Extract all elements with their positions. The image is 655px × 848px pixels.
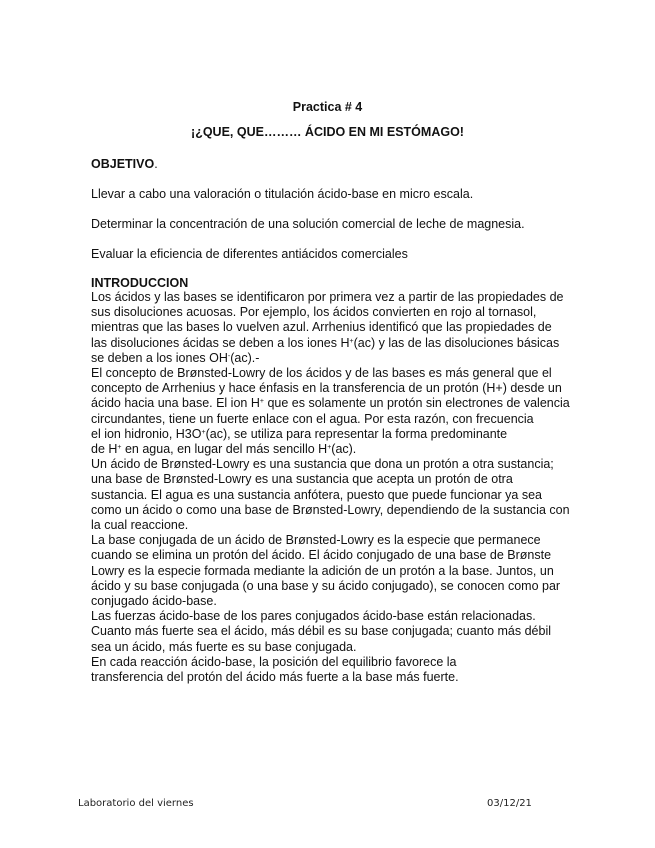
practice-number: Practica # 4 — [292, 100, 363, 114]
superscript: + — [259, 398, 264, 406]
intro-line: cuando se elimina un protón del ácido. El ácido conjugado de una base de Brønste — [91, 548, 552, 563]
intro-line: Los ácidos y las bases se identificaron por primera vez a partir de las propiedades de — [91, 290, 564, 304]
intro-text: (ac). — [331, 442, 357, 457]
objective-heading-text: OBJETIVO — [91, 157, 155, 171]
footer-date: 03/12/21 — [487, 798, 532, 809]
intro-text: en agua, en lugar del más sencillo H — [121, 442, 328, 457]
intro-text: de H — [91, 442, 118, 457]
intro-line: circundantes, tiene un fuerte enlace con el agua. Por esta razón, con frecuencia — [91, 411, 534, 426]
superscript: - — [227, 352, 231, 360]
intro-text: ácido hacia una base. El ion H — [91, 396, 260, 411]
objective-heading-period: . — [154, 157, 158, 171]
intro-line: transferencia del protón del ácido más fuerte a la base más fuerte. — [91, 670, 459, 685]
intro-line: Un ácido de Brønsted-Lowry es una sustancia que dona un protón a otra sustancia; — [91, 457, 554, 472]
intro-text: que es solamente un protón sin electrones de valencia — [263, 396, 570, 411]
intro-line: ácido y su base conjugada (o una base y su ácido conjugado), se conocen como par — [91, 578, 561, 593]
superscript: + — [117, 444, 122, 452]
intro-text: las disoluciones ácidas se deben a los iones H — [91, 335, 350, 350]
intro-line: Las fuerzas ácido-base de los pares conjugados ácido-base están relacionadas. — [91, 609, 536, 624]
intro-line: como un ácido o como una base de Brønsted-Lowry, dependiendo de la sustancia con — [91, 502, 570, 517]
objective-heading — [91, 156, 158, 172]
objective-item-1: Llevar a cabo una valoración o titulación ácido-base en micro escala. — [91, 187, 474, 201]
superscript: + — [201, 428, 206, 436]
intro-line — [91, 351, 561, 366]
introduction-heading: INTRODUCCION — [91, 276, 189, 290]
intro-text: se deben a los iones OH — [91, 350, 228, 365]
intro-line: mientras que las bases lo vuelven azul. Arrhenius identificó que las propiedades de — [91, 320, 552, 335]
intro-line — [91, 336, 561, 351]
intro-text: el ion hidronio, H3O — [91, 426, 202, 441]
intro-line: sus disoluciones acuosas. Por ejemplo, los ácidos convierten en rojo al tornasol, — [91, 305, 537, 320]
intro-line: sea un ácido, más fuerte es su base conjugada. — [91, 639, 357, 654]
intro-text: (ac).- — [230, 350, 260, 365]
intro-line — [91, 396, 570, 411]
intro-line: En cada reacción ácido-base, la posición del equilibrio favorece la — [91, 654, 457, 669]
intro-line — [91, 427, 561, 442]
intro-text: (ac) y las de las disoluciones básicas — [353, 335, 560, 350]
intro-line: la cual reaccione. — [91, 518, 189, 533]
intro-line: Cuanto más fuerte sea el ácido, más débil es su base conjugada; cuanto más débil — [91, 624, 551, 639]
introduction-section — [91, 276, 570, 685]
intro-line: Lowry es la especie formada mediante la adición de un protón a la base. Juntos, un — [91, 563, 554, 578]
objective-item-3: Evaluar la eficiencia de diferentes antiácidos comerciales — [91, 247, 408, 261]
intro-line: sustancia. El agua es una sustancia anfótera, puesto que puede funcionar ya sea — [91, 487, 543, 502]
footer-lab-day: Laboratorio del viernes — [78, 798, 194, 809]
intro-line: concepto de Arrhenius y hace énfasis en la transferencia de un protón (H+) desde un — [91, 381, 562, 396]
intro-text: (ac), se utiliza para representar la forma predominante — [205, 426, 508, 441]
intro-line: La base conjugada de un ácido de Brønsted-Lowry es la especie que permanece — [91, 533, 541, 548]
practice-title: ¡¿QUE, QUE……… ÁCIDO EN MI ESTÓMAGO! — [191, 125, 464, 139]
intro-line — [91, 442, 561, 457]
intro-line: una base de Brønsted-Lowry es una sustancia que acepta un protón de otra — [91, 472, 513, 487]
intro-line: conjugado ácido-base. — [91, 594, 217, 609]
superscript: + — [327, 444, 332, 452]
superscript: + — [349, 337, 354, 345]
intro-line: El concepto de Brønsted-Lowry de los ácidos y de las bases es más general que el — [91, 366, 552, 381]
objective-item-2: Determinar la concentración de una solución comercial de leche de magnesia. — [91, 217, 525, 231]
